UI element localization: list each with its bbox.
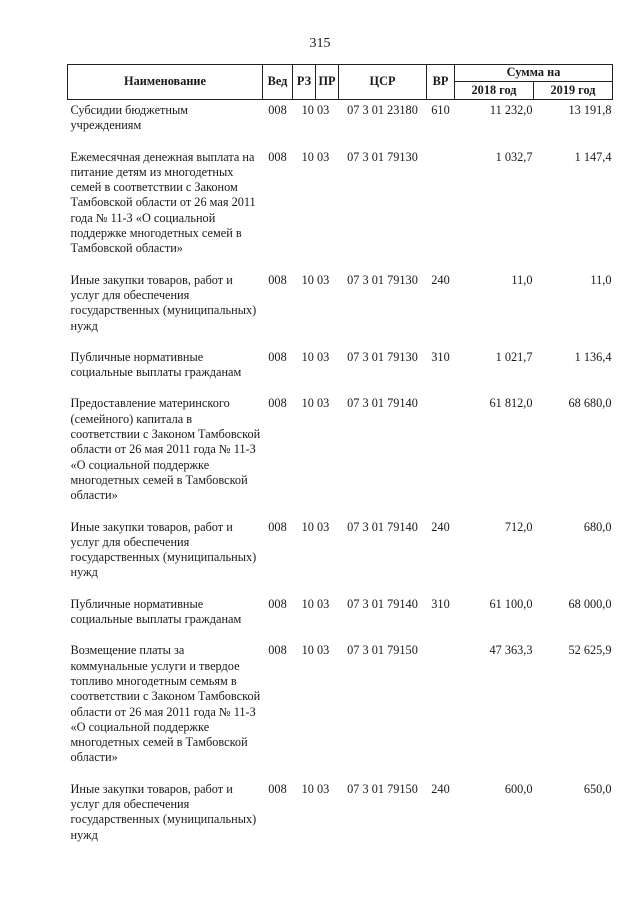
- row-rzpr: 10 03: [301, 519, 330, 534]
- row-csr: 07 3 01 23180: [347, 103, 418, 117]
- row-ved: 008: [268, 349, 287, 364]
- row-ved: 008: [268, 272, 287, 287]
- row-spacer-cell: [68, 627, 613, 643]
- header-vr: ВР: [427, 65, 455, 100]
- header-csr: ЦСР: [339, 65, 427, 100]
- row-spacer-cell: [68, 380, 613, 396]
- row-spacer-cell: [68, 257, 613, 273]
- row-csr: 07 3 01 79130: [347, 272, 418, 287]
- row-csr: 07 3 01 79150: [347, 781, 418, 796]
- row-spacer: [68, 334, 613, 350]
- row-name: Субсидии бюджетным учреждениям: [70, 103, 189, 133]
- row-sum-2019: 52 625,9: [568, 643, 612, 658]
- row-ved: 008: [268, 519, 287, 534]
- row-spacer: [68, 581, 613, 597]
- row-vr: 240: [431, 272, 450, 287]
- table-row: [68, 396, 613, 503]
- row-spacer-cell: [68, 334, 613, 350]
- row-rzpr: 10 03: [301, 643, 330, 658]
- table-row: [68, 273, 613, 334]
- row-vr: [427, 643, 455, 765]
- row-rzpr: 10 03: [301, 149, 330, 164]
- row-spacer: [68, 627, 613, 643]
- table-header: [68, 65, 613, 100]
- header-pr: ПР: [316, 65, 339, 100]
- row-sum-2018: 600,0: [504, 781, 533, 796]
- header-year-2019: 2019 год: [534, 82, 613, 100]
- row-ved: 008: [268, 396, 287, 411]
- header-rz: РЗ: [293, 65, 316, 100]
- table-row: [68, 100, 613, 134]
- row-sum-2019: 1 147,4: [574, 149, 612, 164]
- row-csr: 07 3 01 79130: [347, 149, 418, 164]
- row-csr: 07 3 01 79140: [347, 596, 418, 611]
- row-csr: 07 3 01 79130: [347, 349, 418, 364]
- row-spacer-cell: [68, 581, 613, 597]
- row-spacer-cell: [68, 504, 613, 520]
- row-rzpr: 10 03: [301, 596, 330, 611]
- row-vr: 240: [431, 781, 450, 796]
- row-vr: 310: [431, 596, 450, 611]
- row-name: Публичные нормативные социальные выплаты гражданам: [70, 596, 242, 627]
- row-vr: [427, 150, 455, 257]
- row-name: Возмещение платы за коммунальные услуги и твердое топливо многодетным семьям в соответствии с Законом Тамбовской области от 26 мая 2011 года № 11-З «О социальной поддержке многодетных семей в Тамбовской области»: [70, 643, 261, 765]
- row-sum-2018: 47 363,3: [489, 643, 533, 658]
- row-name: Ежемесячная денежная выплата на питание детям из многодетных семей в соответствии с Законом Тамбовской области от 26 мая 2011 года № 11-З «О социальной поддержке многодетных семей в Тамбовской области»: [70, 149, 256, 256]
- row-sum-2019: 1 136,4: [574, 349, 612, 364]
- header-year-2018: 2018 год: [455, 82, 534, 100]
- header-sum: Сумма на: [455, 65, 613, 82]
- table-row: [68, 782, 613, 843]
- row-name: Иные закупки товаров, работ и услуг для обеспечения государственных (муниципальных) нужд: [70, 781, 257, 842]
- table-row: [68, 520, 613, 581]
- row-sum-2018: 61 100,0: [489, 596, 533, 611]
- row-spacer-cell: [68, 766, 613, 782]
- row-spacer: [68, 257, 613, 273]
- table-row: [68, 597, 613, 628]
- row-rzpr: 10 03: [301, 349, 330, 364]
- row-ved: 008: [268, 103, 287, 117]
- row-name: Публичные нормативные социальные выплаты гражданам: [70, 349, 242, 380]
- row-sum-2018: 1 032,7: [495, 149, 533, 164]
- row-spacer: [68, 766, 613, 782]
- row-sum-2019: 68 000,0: [568, 596, 612, 611]
- row-csr: 07 3 01 79150: [347, 643, 418, 658]
- row-name: Иные закупки товаров, работ и услуг для обеспечения государственных (муниципальных) нужд: [70, 519, 257, 580]
- table-row: [68, 350, 613, 381]
- row-ved: 008: [268, 596, 287, 611]
- row-vr: [427, 396, 455, 503]
- row-spacer: [68, 134, 613, 150]
- row-spacer: [68, 504, 613, 520]
- row-ved: 008: [268, 643, 287, 658]
- row-sum-2018: 712,0: [504, 519, 533, 534]
- row-csr: 07 3 01 79140: [347, 396, 418, 411]
- row-sum-2019: 11,0: [590, 272, 612, 287]
- row-sum-2019: 680,0: [583, 519, 612, 534]
- row-sum-2019: 68 680,0: [568, 396, 612, 411]
- header-ved: Вед: [263, 65, 293, 100]
- row-spacer-cell: [68, 134, 613, 150]
- row-sum-2018: 1 021,7: [495, 349, 533, 364]
- table-body: [68, 100, 613, 843]
- row-sum-2018: 11,0: [511, 272, 533, 287]
- row-vr: 310: [431, 349, 450, 364]
- row-csr: 07 3 01 79140: [347, 519, 418, 534]
- row-sum-2018: 11 232,0: [489, 103, 533, 117]
- table-row: [68, 150, 613, 257]
- row-sum-2019: 650,0: [583, 781, 612, 796]
- row-rzpr: 10 03: [301, 396, 330, 411]
- row-name: Предоставление материнского (семейного) капитала в соответствии с Законом Тамбовской области от 26 мая 2011 года № 11-З «О социальной поддержке многодетных семей в Тамбовской области»: [70, 396, 261, 503]
- row-sum-2019: 13 191,8: [568, 103, 612, 117]
- row-ved: 008: [268, 781, 287, 796]
- budget-table: [67, 64, 613, 843]
- page-number: 315: [309, 36, 331, 51]
- row-vr: 610: [431, 103, 450, 117]
- row-name: Иные закупки товаров, работ и услуг для обеспечения государственных (муниципальных) нужд: [70, 272, 257, 333]
- row-rzpr: 10 03: [301, 103, 330, 117]
- row-rzpr: 10 03: [301, 272, 330, 287]
- row-spacer: [68, 380, 613, 396]
- row-rzpr: 10 03: [301, 781, 330, 796]
- row-ved: 008: [268, 149, 287, 164]
- row-sum-2018: 61 812,0: [489, 396, 533, 411]
- header-name: Наименование: [68, 65, 263, 100]
- table-row: [68, 643, 613, 765]
- row-vr: 240: [431, 519, 450, 534]
